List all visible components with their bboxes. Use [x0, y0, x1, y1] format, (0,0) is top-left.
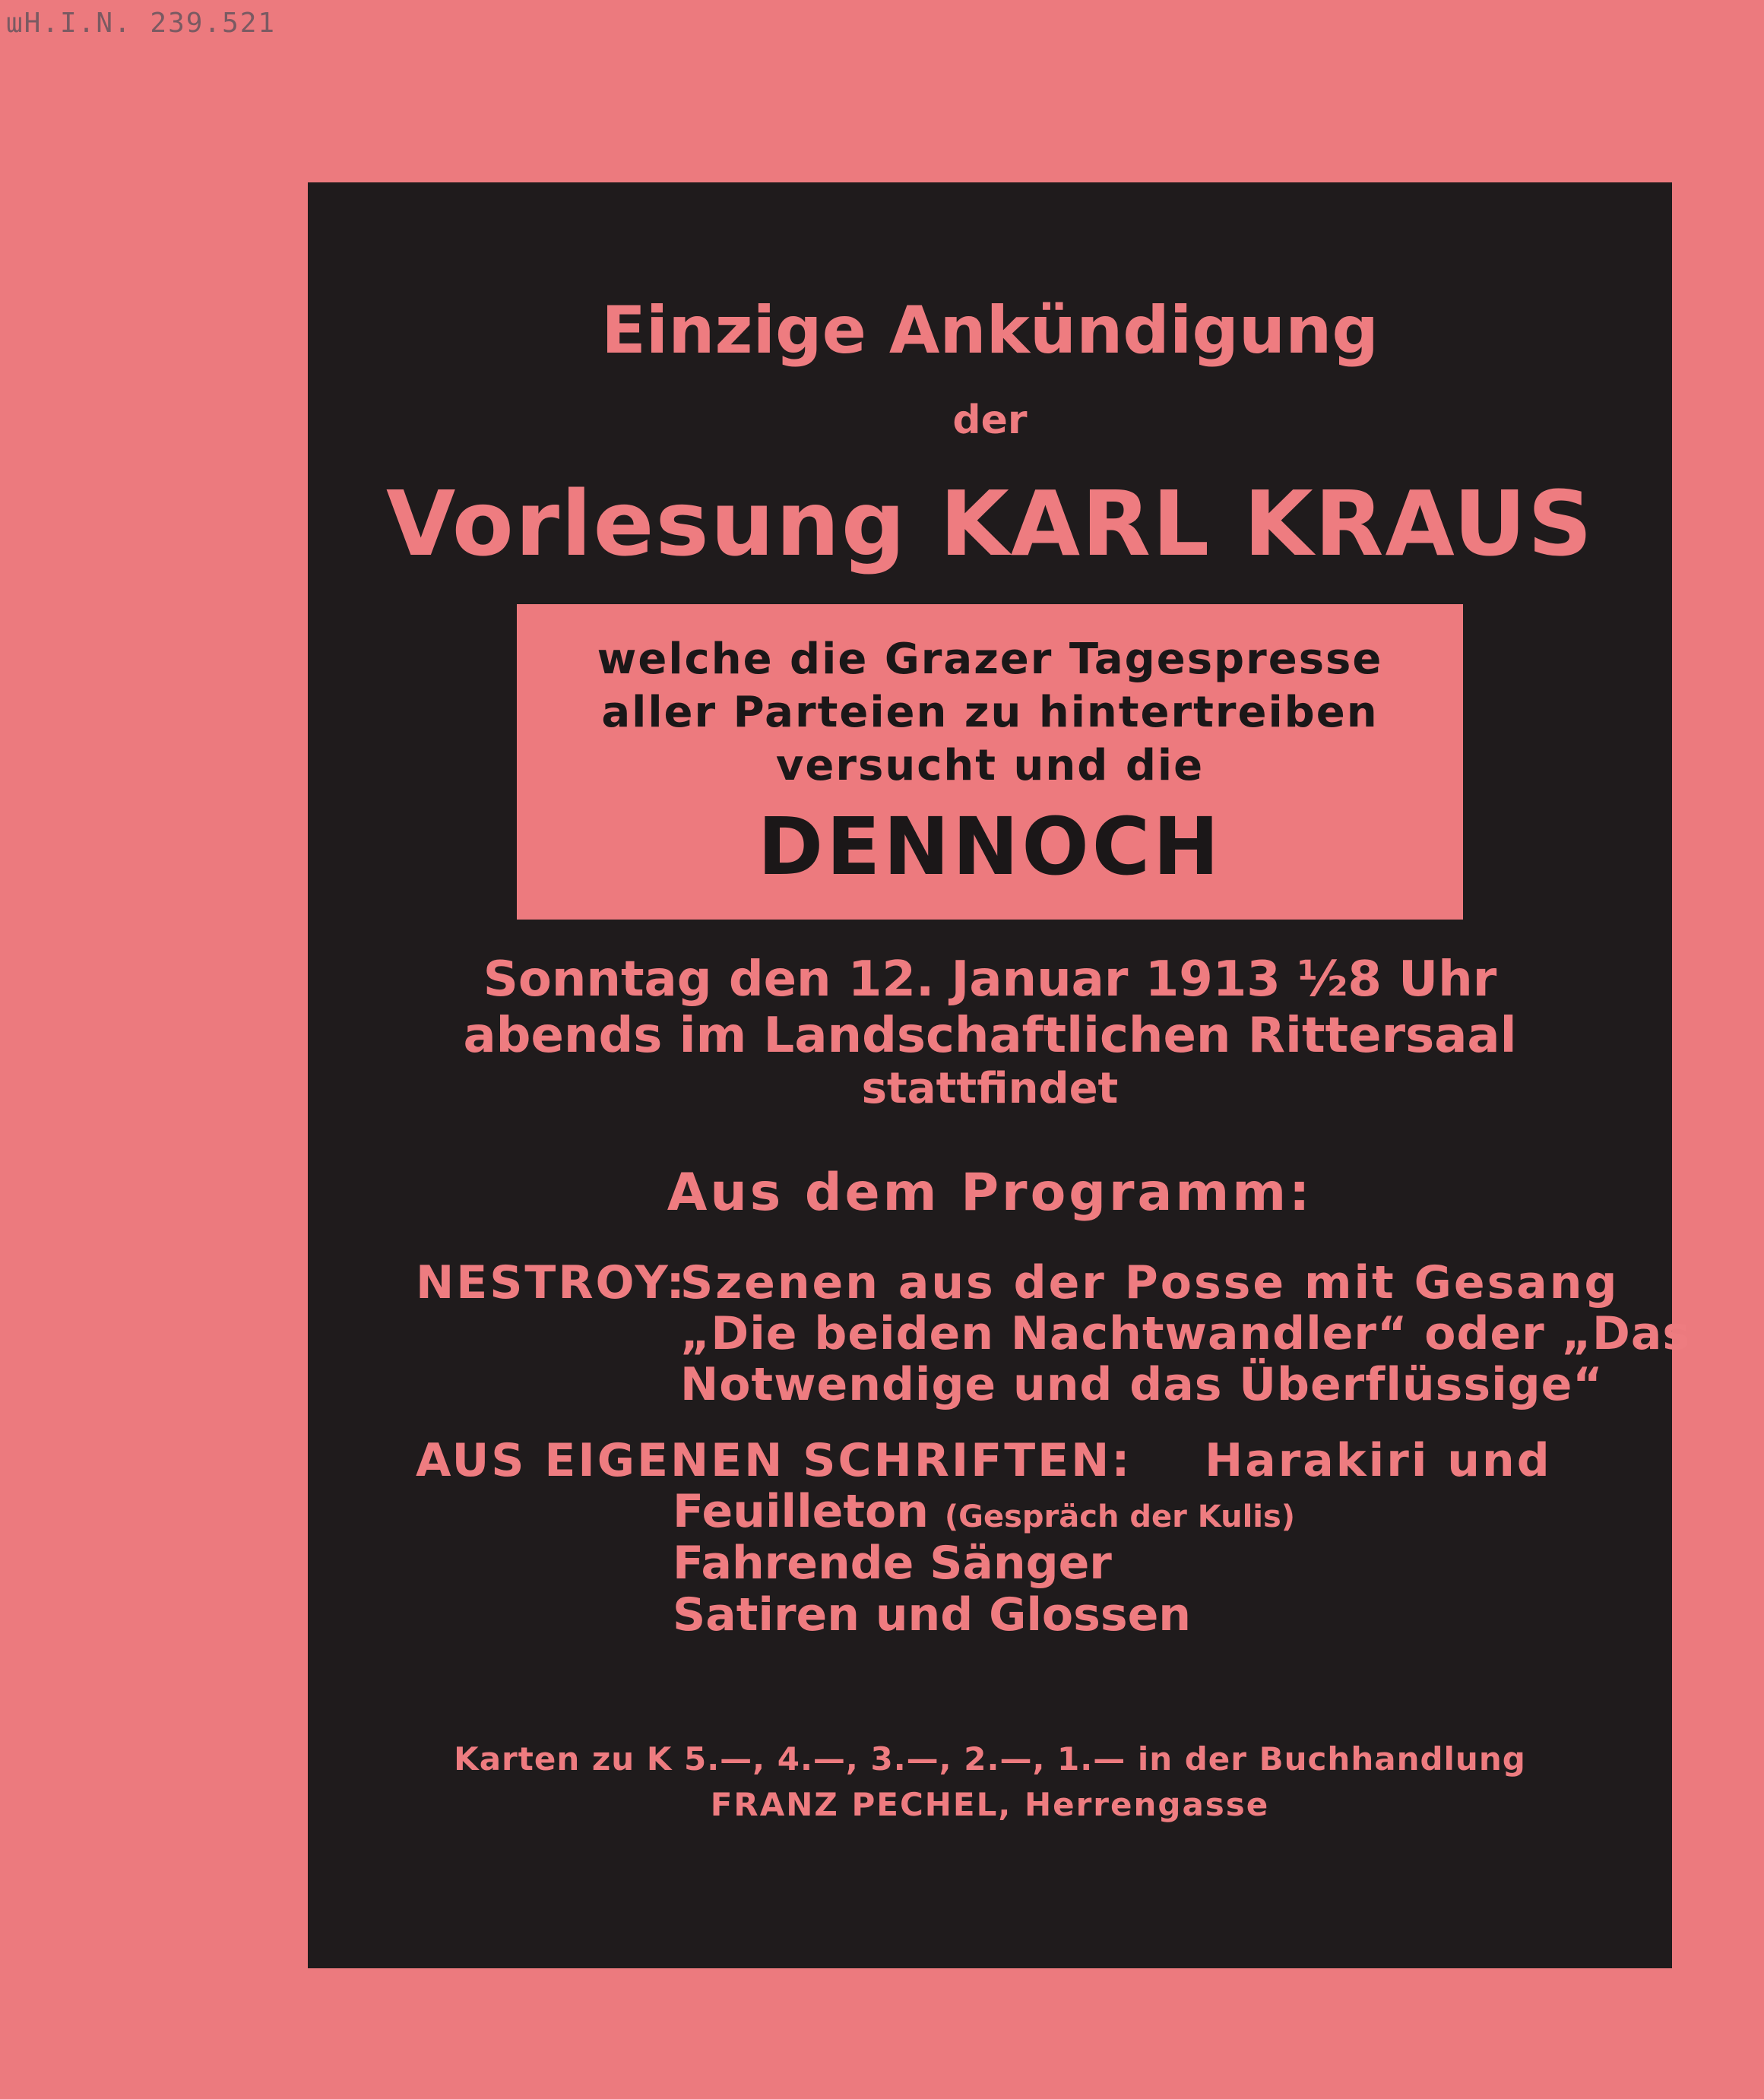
tickets-line-1: Karten zu K 5.—, 4.—, 3.—, 2.—, 1.— in der Buchhandlung	[454, 1740, 1526, 1778]
eigene-line-1: Harakiri und	[1205, 1434, 1552, 1487]
eigene-label: AUS EIGENEN SCHRIFTEN:	[416, 1434, 1132, 1487]
eigene-satiren: Satiren und Glossen	[673, 1588, 1191, 1642]
feuilleton-note: (Gespräch der Kulis)	[944, 1499, 1296, 1534]
feuilleton-title: Feuilleton	[673, 1485, 929, 1538]
nestroy-label: NESTROY:	[416, 1256, 687, 1309]
tickets-line-2: FRANZ PECHEL, Herrengasse	[710, 1786, 1270, 1823]
program-heading: Aus dem Programm:	[667, 1163, 1313, 1223]
headline-der: der	[952, 397, 1028, 443]
eigene-saenger: Fahrende Sänger	[673, 1537, 1112, 1590]
poster	[308, 182, 1691, 1968]
eigene-feuilleton	[673, 1485, 1295, 1538]
nestroy-line-3: Notwendige und das Überflüssige“	[680, 1358, 1604, 1411]
nestroy-line-2: „Die beiden Nachtwandler“ oder „Das	[680, 1307, 1691, 1360]
box-line-2: aller Parteien zu hintertreiben	[601, 688, 1379, 737]
nestroy-line-1: Szenen aus der Posse mit Gesang	[680, 1256, 1620, 1309]
catalog-mark: ɯH.I.N. 239.521	[6, 8, 277, 39]
headline: Einzige Ankündigung	[601, 293, 1379, 369]
box-line-1: welche die Grazer Tagespresse	[597, 635, 1383, 684]
date-line-1: Sonntag den 12. Januar 1913 ½8 Uhr	[483, 951, 1497, 1008]
date-line-3: stattfindet	[861, 1064, 1119, 1113]
highlight-box	[517, 604, 1463, 920]
box-emphasis: DENNOCH	[757, 800, 1223, 893]
date-line-2: abends im Landschaftlichen Rittersaal	[463, 1008, 1517, 1064]
box-line-3: versucht und die	[775, 741, 1205, 790]
title: Vorlesung KARL KRAUS	[385, 471, 1595, 576]
